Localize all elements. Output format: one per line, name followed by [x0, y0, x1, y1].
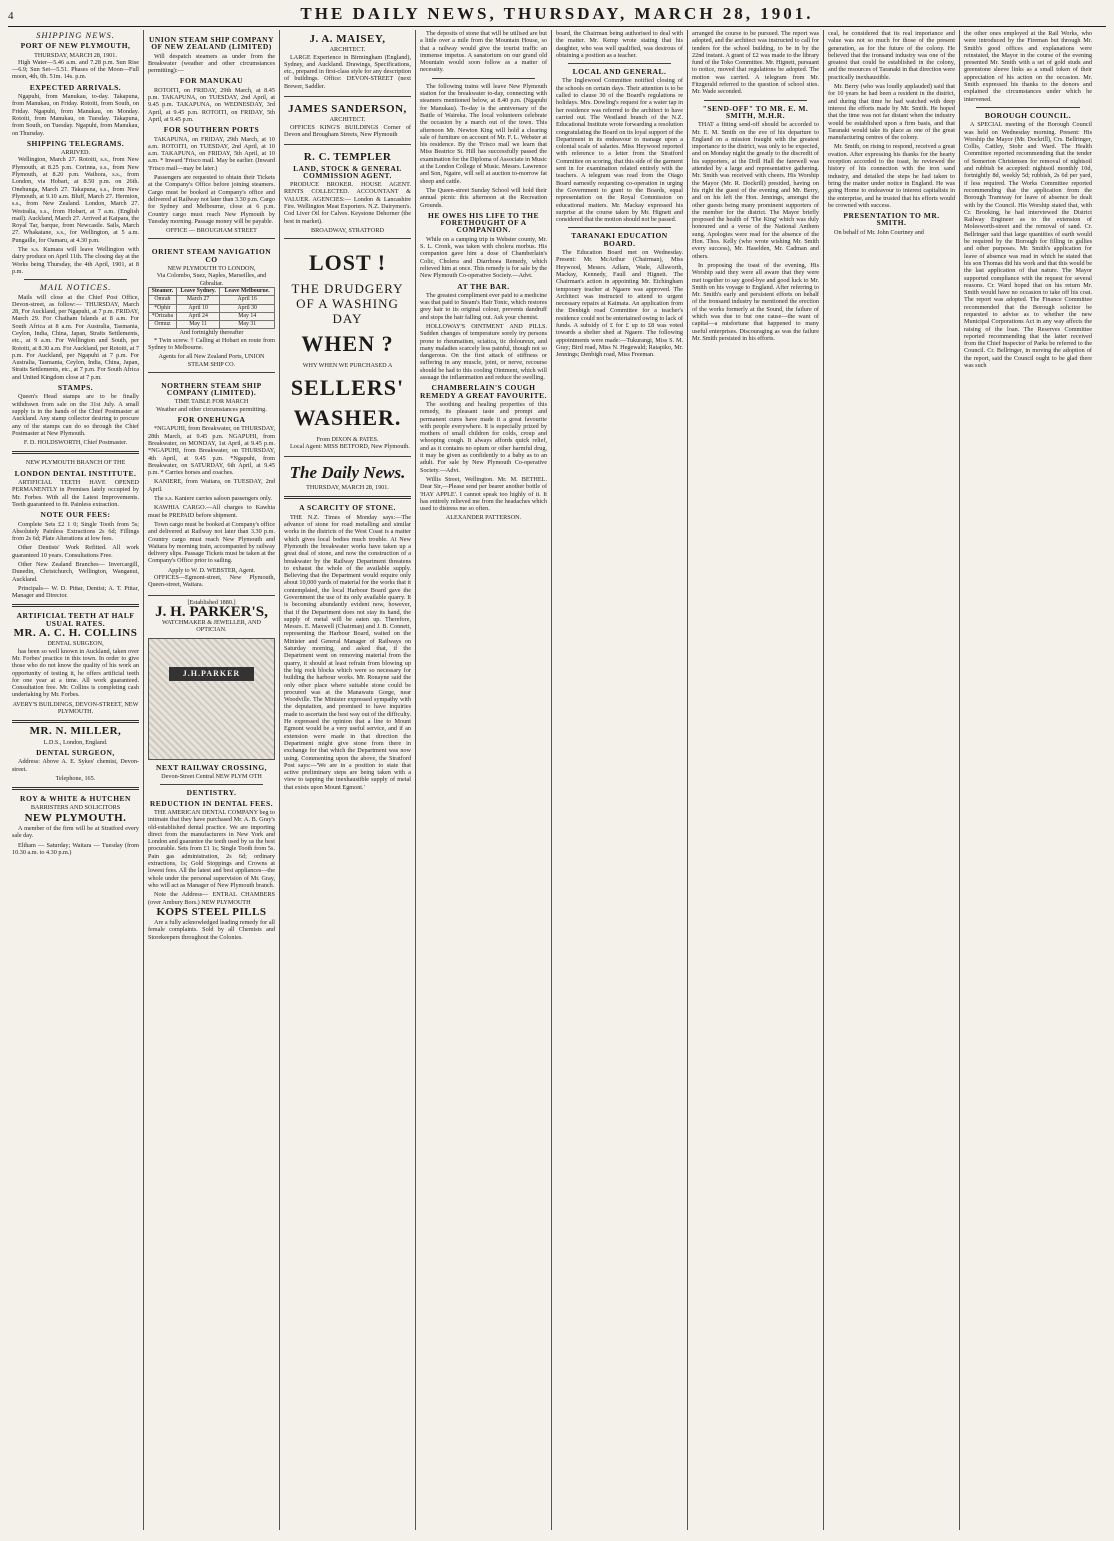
table-cell: May 31 — [220, 321, 275, 329]
intro-text: The deposits of stone that will be utilised are but a little over a mile from the Mountain House, so that a railway would give the tourist traffic an immense impetus. A sanatorium on our grand old Mountain would soon follow as a matter of necessity. — [420, 30, 547, 74]
kawhia-detail: Town cargo must be booked at Company's office and delivered at Railway not later than 3.30 p.m. Country cargo must reach New Plymouth and Waitara by morning train, accompanied by railway delivery slips. Passage Tickets must be taken at the Company's Office prior to sailing. — [148, 520, 275, 565]
column-3 — [280, 30, 416, 1530]
smith-text: Mr. Smith, on rising to respond, received a great ovation. After expressing his thanks for the hearty reception accorded to the toast, he reviewed the history of his connection with the iron sand industry, and detailed the steps he had taken to bring the matter under notice in England. He was going Home to endeavour to interest capitalists in the enterprise, and he trusted that his efforts would be crowned with success. — [828, 143, 955, 209]
orient-route: Via Colombo, Suez, Naples, Marseilles, and Gibraltar. — [156, 272, 267, 287]
scarcity-heading: A SCARCITY OF STONE. — [299, 503, 396, 513]
roy-heading: ROY & WHITE & HUTCHEN — [20, 794, 131, 804]
orient-ad — [148, 242, 275, 372]
entrance-text: Note the Address— ENTRAL CHAMBERS (over Ambury Bors.) NEW PLYMOUTH — [148, 891, 275, 906]
table-cell: *Ophir — [149, 304, 177, 312]
council-text: A SPECIAL meeting of the Borough Council was held on Wednesday morning. Present: His Worship the Mayor (Mr. Dockrill), Crs. Bellringer, Collis, Cattley, Stohr and Ward. The Health Committee reported recommending that the tender of Somerton Christensen for removal of nightsoil and rubbish be accepted: nightsoil monthly 10d, fortnightly 8d, weekly 5d; rubbish, 2s 6d per yard, if less required. The Works Committee reported recommending that the application from the Borough Tramway for leave of absence be dealt with by the Council. His Worship stated that, with Cr. Brooking, he had interviewed the District Railway Engineer as to the extension of Molesworth-street and the removal of sand. Cr. Bellringer said that large quantities of earth would be required by the Borough for filling in gullies and other purposes. Mr. Smith's application for leave of absence was read in which he stated that his son Thomas did his work and that this would be the last application of that nature. The Mayor supported compliance with the request for several reasons. Cr. Ward hoped that on his return Mr. Smith would have no occasion to take off his coat. The report was adopted. The Finance Committee recommended that the Borough solicitor be requested to advise as to whether the new Municipal Corporations Act in any way affects the raising of the loan. The Reserves Committee reported recommending that the latter received from the Chief Inspector of Parks be referred to the Council. Cr. Bellringer, in moving the adoption of the report, said the Council ought to be glad there was such — [964, 121, 1092, 370]
arrived-label: ARRIVED. — [60, 149, 91, 157]
table-cell: Ormuz — [149, 321, 177, 329]
roy-subtitle: BARRISTERS AND SOLICITORS — [30, 804, 121, 812]
dental-title: LONDON DENTAL INSTITUTE. — [14, 468, 137, 478]
sanderson-ad — [284, 100, 411, 145]
kaniere-note: The s.s. Kaniere carries saloon passengers only. — [154, 495, 272, 503]
mail-text: Mails will close at the Chief Post Office, Devon-street, as follow:— THURSDAY, March 28, For Auckland, per Ngapuhi, at 7 p.m. FRIDAY, March 29. For Chatham Islands at 8 a.m. For South Africa at 8 a.m. For Australia, Tasmania, Ceylon, India, China, Japan, Straits Settlements, etc., at 9 a.m. For Wellington and South, per Rotoiti, at 8.30 a.m. For Auckland, per Rotoiti, at 7 p.m. For Auckland, per Ngapuhi at 7 p.m. For Australia, Tasmania, Ceylon, India, China, Japan, Straits Settlements, etc., at 7 p.m. For South Africa and United Kingdom close at 7 p.m. — [12, 293, 139, 381]
templer-address: BROADWAY, STRATFORD — [311, 226, 384, 234]
templer-text: PRODUCE BROKER. HOUSE AGENT. RENTS COLLECTED. ACCOUNTANT & VALUER. AGENCIES:— London & Lancashire Fire. Wellington Meat Exporters. N.Z. Dairymen's. Cod Liver Oil for Calves. Keystone Dehorner (the best in market). — [284, 181, 411, 225]
apply-text: Apply to W. D. WEBSTER, Agent. — [167, 566, 256, 574]
pills-title: KOPS STEEL PILLS — [156, 905, 267, 918]
southern-text: TAKAPUNA, on FRIDAY, 29th March, at 10 a.m. ROTOITI, on TUESDAY, 2nd April, at 10 a.m. TAKAPUNA, on FRIDAY, 5th April, at 10 a.m. * Inward 'Frisco mail. May be earlier. (Inward 'Frisco mail—may be later.) — [148, 135, 275, 172]
news-text: The following trains will leave New Plymouth station for the breakwater to-day, connecting with steamers mentioned below, at 8.40 p.m. (Ngapuhi for Manukau). To-day is the anniversary of the Battle of Waireka. The local volunteers celebrate the occasion by a march out of the town. This afternoon Mr. Newton King will hold a clearing sale of furniture on account of Mr. F. L. Webster at his residence. By the 'Frisco mail we learn that Miss Beatrice St. Hill has successfully passed the examination for the Diploma of Associate in Music at the London College of Music. Messrs. Lawrence and Son, Ngaire, will sell at auction to-morrow fat sheep and cattle. — [420, 82, 547, 185]
cough-heading: CHAMBERLAIN'S COUGH REMEDY A GREAT FAVOURITE. — [420, 383, 547, 400]
table-cell: April 30 — [220, 304, 275, 312]
columns — [8, 30, 1106, 1530]
mayor-text: In proposing the toast of the evening, His Worship said they were all aware that they were met together to say good-bye and good luck to Mr. Smith on his voyage to England. After referring to Mr. Smith's early and persistent efforts on behalf of the ironsand industry he mentioned the erection of the works formerly at the Sound, the failure of which was due to but one cause—the want of capital—a misfortune that happened to many useful enterprises. Discouraging as was the failure Mr. Smith persisted in his efforts. — [692, 261, 819, 342]
local-text: The Inglewood Committee notified closing of the schools on certain days. Their attention is to be called to clause 30 of the Board's regulations re holidays. Mrs. Dowling's request for a water tap in her residence was referred to the architect to have carried out. The Westland branch of the N.Z. Educational Institute wrote forwarding a resolution congratulating the Board on its loyal support of the Department in its endeavour to manage upon a colonial scale of salaries. Miss Heywood reported with reference to a letter from the Stratford Committee on scoring, that this side of the garment sent in for examination related entirely with the teachers. A telegram was read from the Otago Board earnestly requesting co-operation in urging the Government to grant to the Boards, equal representation on the Royal Commission on educational matters. Mr. Mackay expressed his surprise at the course taken by Mr. Hignett and considered that the motion should not be passed. — [556, 77, 683, 224]
miller-telephone: Telephone, 165. — [55, 774, 96, 782]
cough-text: The soothing and healing properties of this remedy, its pleasant taste and prompt and permanent cures have made it a great favourite with people everywhere. It is especially prized by mothers of small children for colds, croup and whooping cough. It always affords quick relief, and as it contains no opium or other harmful drug, it may be given as confidently to a baby as to an adult. For sale by New Plymouth Co-operative Society.—Advt. — [420, 400, 547, 474]
orient-note: And fortnightly thereafter — [179, 329, 244, 337]
table-row — [149, 304, 275, 312]
ussc-text: Will despatch steamers as under from the Breakwater (weather and other circumstances permitting):— — [148, 52, 275, 75]
parker-subtitle: WATCHMAKER & JEWELLER, AND OPTICIAN. — [162, 619, 261, 634]
stamps-heading: STAMPS. — [57, 383, 94, 393]
sanderson-title: ARCHITECT. — [329, 116, 366, 124]
when-word: WHEN ? — [301, 331, 394, 357]
ussc-heading: UNION STEAM SHIP COMPANY OF NEW ZEALAND (LIMITED) — [149, 35, 274, 52]
intro-text: the other ones employed at the Rail Works, who were introduced by the Fireman but through Mr. Smith's good offices and explanations were reinstated, the Mayor in the course of the evening presented Mr. Smith with a set of gold studs and greenstone sleeve links as a small token of their appreciation of his action on the occasion. Mr. Smith expressed his thanks to the donors and explained the circumstances under which he intervened. — [964, 30, 1092, 103]
table-cell: May 11 — [176, 321, 220, 329]
washer-word: WASHER. — [293, 404, 402, 430]
roy-town: NEW PLYMOUTH. — [24, 811, 127, 824]
table-cell: Omrah — [149, 296, 177, 304]
maisey-title: ARCHITECT. — [329, 46, 366, 54]
templer-title: LAND, STOCK & GENERAL COMMISSION AGENT. — [293, 163, 402, 180]
parker-heading: J. H. PARKER'S, — [155, 603, 268, 620]
sendoff-text: THAT a fitting send-off should be accorded to Mr. E. M. Smith on the eve of his departure to England on a mission fraught with the greatest importance to the district, was only to be expected, and on Monday night the greatly to the discredit of his supporters, at the Drill Hall the farewell was attended by a large and representative gathering. Mr. Smith was received with cheers. His Worship the Mayor (Mr. R. Dockrill) presided, having on his right the guest of the evening and Mr. Berry, and on his left the Hon. Jennings, amongst the other guests being many prominent supporters of the member for the district. The Mayor briefly proposed the health of 'The King' which was duly honoured and a verse of the National Anthem sung. Apologies were read for the absence of the Hon. Thos. Kelly (who wrote wishing Mr. Smith every success), Mr. Haselden, Mr. Cadman and others. — [692, 121, 819, 260]
table-row — [149, 296, 275, 304]
collins-text: has been so well known in Auckland, taken over Mr. Forbes' practice in this town. In order to give those who do not know the quality of his work an opportunity of testing it, he offers artificial teeth for one year at a time. All work guaranteed. Consultation free. Mr. Collins is completing cash undertaking by Mr. Forbes. — [12, 647, 139, 699]
northern-heading: NORTHERN STEAM SHIP COMPANY (LIMITED). — [161, 380, 262, 398]
berry-text: Mr. Berry (who was loudly applauded) said that for 10 years he had been a resident in the district, and during that time he had watched with deep interest the efforts made by Mr. Smith. He hoped that the time was not far distant when the industry would be established upon a firm basis, and that Taranaki would take its place as one of the great manufacturing centres of the colony. — [828, 83, 955, 142]
letter-text: Willis Street, Wellington. Mr. M. BETHEL. Dear Sir,—Please send per bearer another bottle of 'HAY APPLE'. I cannot speak too highly of it. It has entirely relieved me from the headaches which used to distress me so often. — [420, 475, 547, 513]
quaker-heading: HE OWES HIS LIFE TO THE FORETHOUGHT OF A COMPANION. — [428, 210, 539, 235]
table-cell: April 10 — [176, 304, 220, 312]
miller-title: DENTAL SURGEON, — [36, 747, 115, 757]
intro-text: board, the Chairman being authorised to deal with the matter. Mr. Kemp wrote stating that his daughter, who was well qualified, was desirous of obtaining a position as a teacher. — [556, 30, 683, 59]
table-cell: April 16 — [220, 296, 275, 304]
collins-subtitle: DENTAL SURGEON, — [47, 640, 104, 648]
drudgery-text: THE DRUDGERY OF A WASHING DAY — [291, 281, 404, 327]
holloway-text: HOLLOWAY'S OINTMENT AND PILLS. Sudden changes of temperature sorely try persons prone to rheumatism, sciatica, tic doloureux, and many maladies scarcely less painful, though not so dangerous. On the first attack of stiffness or suffering in any muscle, joint, or nerve, recourse should be had to this cooling Ointment, which will assuage the inflammation and reduce the swelling. — [420, 322, 547, 382]
page-title: THE DAILY NEWS, THURSDAY, MARCH 28, 1901. — [300, 4, 814, 23]
price-heading: NOTE OUR FEES: — [40, 510, 111, 520]
offices-text: OFFICES—Egmont-street, New Plymouth, Queen-street, Waitara. — [148, 574, 275, 589]
manukau-text: ROTOITI, on FRIDAY, 29th March, at 8.45 p.m. TAKAPUNA, on TUESDAY, 2nd April, at 9.45 p.m. TAKAPUNA, on WEDNESDAY, 3rd April, at 9.45 p.m. ROTOITI, on FRIDAY, 5th April, at 9.45 p.m. — [148, 86, 275, 123]
stamps-text: Queen's Head stamps are to be finally withdrawn from sale on the 31st July. A small supply is in the hands of the Chief Postmaster at Auckland. Any stamp collector desiring to procure any of the stamps can do so through the Chief Postmaster at New Plymouth. — [12, 393, 139, 437]
intro-text: ceal, he considered that its real importance and value was not so much for those of the present generation, as for the future of the colony. He believed that the ironsand industry was one of the greatest that could be established in the colony, and the resources of Taranaki in that direction were practically inexhaustible. — [828, 30, 955, 81]
column-8 — [960, 30, 1096, 1530]
southern-heading: FOR SOUTHERN PORTS — [163, 125, 260, 135]
table-row — [149, 312, 275, 320]
local-agent: Local Agent: MISS BETFORD, New Plymouth. — [290, 442, 410, 450]
maisey-text: LARGE Experience in Birmingham (England), Sydney, and Auckland. Drawings, Specifications, etc., prepared in first-class style for any description of buildings. Office: DEVON-STREET (next Brewer, Saddler. — [284, 53, 411, 90]
column-1 — [8, 30, 144, 1530]
local-heading: LOCAL AND GENERAL. — [572, 67, 667, 77]
american-dental-text: THE AMERICAN DENTAL COMPANY beg to intimate that they have purchased Mr. A. B. Gray's old-established dental practice. We are importing direct from the manufacturers in New York and London and guarantee the teeth used by us the best procurable. Sets from £1 1s; Single Tooth from 5s. Pain gas administration, 2s 6d; ordinary extractions, 1s; Gold Stoppings and Crowns at lowest fees. All the latest and best appliances—the whole under the personal supervision of Mr. Gray, who will act as Manager of New Plymouth branch. — [148, 808, 275, 889]
daily-news-logo: The Daily News. — [289, 463, 406, 483]
kumara-note: The s.s. Kumara will leave Wellington with dairy produce on April 11th. The closing day at the Works being Thursday, the 4th April, 1901, at 8 p.m. — [12, 246, 139, 275]
shipping-heading: SHIPPING NEWS. — [36, 30, 115, 40]
roy-text: A member of the firm will be at Stratford every sale day. — [12, 825, 139, 840]
table-header-row — [149, 287, 275, 295]
sanderson-name: JAMES SANDERSON, — [288, 103, 407, 116]
postmaster-signature: F. D. HOLDSWORTH, Chief Postmaster. — [23, 439, 128, 447]
avery-address: AVERY'S BUILDINGS, DEVON-STREET, NEW PLYMOUTH. — [12, 700, 139, 716]
presentation-heading: PRESENTATION TO MR. SMITH. — [843, 211, 940, 228]
port-date: THURSDAY, MARCH 28, 1901. — [34, 51, 117, 59]
dental-note: Other Dentists' Work Refitted. All work guaranteed 10 years. Consultations Free. — [12, 544, 139, 559]
passenger-text: Passengers are requested to obtain their Tickets at the Company's Office before joining steamers. Cargo must be booked at Company's office and delivered at Railway not later than 3.30 p.m. Cargo for Sydney and Melbourne, close at 6 p.m. Country cargo must reach New Plymouth by Tuesday morning. Passage money will be payable. — [148, 174, 275, 225]
table-row — [149, 321, 275, 329]
telegrams-text: Wellington, March 27. Rotoiti, s.s., from New Plymouth, at 8.25 p.m. Corinna, s.s., from New Plymouth, at 8.20 p.m. Waihora, s.s., from London, via Hobart, at 8.50 p.m. on 26th. Onehunga, March 27. Takapuna, s.s., from New Plymouth, at 9.10 a.m. Bluff, March 27. Hermion, s.s., from New Zealand. London, March 27. Westralia, s.s., from Hobart, at 7 a.m. (English mail). Auckland, March 27. Arrived at Kaipara, the Royal Tar, barque, from Newcastle. Sails, March 27. Whakatane, s.s., for Wellington, at 5 a.m. Pungaille, for Oamaru, at 4.30 p.m. — [12, 156, 139, 244]
templer-name: R. C. TEMPLER — [303, 151, 392, 164]
northern-subtitle: TIME TABLE FOR MARCH — [174, 398, 249, 406]
northern-ad — [148, 376, 275, 596]
sellers-word: SELLERS' — [290, 374, 405, 400]
wesleyan-text: The Queen-street Sunday School will hold their annual picnic this afternoon at the Recreation Grounds. — [420, 186, 547, 209]
agents-text: Agents for all New Zealand Ports, UNION STEAM SHIP CO. — [158, 353, 265, 368]
manukau-heading: FOR MANUKAU — [179, 76, 244, 86]
bar-heading: AT THE BAR. — [457, 281, 510, 291]
maisey-name: J. A. MAISEY, — [309, 33, 386, 45]
sailing-table — [148, 287, 275, 329]
orient-heading: ORIENT STEAM NAVIGATION CO — [151, 247, 272, 264]
onehunga-text: *NGAPUHI, from Breakwater, on THURSDAY, 28th March, at 9.45 p.m. NGAPUHI, from Breakwater, on MONDAY, 1st April, at 9.45 p.m. *NGAPUHI, from Breakwater, on THURSDAY, 4th April, at 9.45 p.m. *Ngapuhi, from Breakwater, on SATURDAY, 6th April, at 9.45 p.m. * Carries horses and coaches. — [148, 425, 275, 477]
quaker-text: While on a camping trip in Webster county, Mr. S. L. Cronk, was taken with cholera morbus. His companion gave him a dose of Chamberlain's Colic, Cholera and Diarrhoea Remedy, which relieved him at once. This remedy is for sale by the New Plymouth Co-operative Society.—Advt. — [420, 235, 547, 280]
lost-word: LOST ! — [308, 250, 387, 276]
templer-ad — [284, 148, 411, 239]
dental-branches: Other New Zealand Branches— Invercargill, Dunedin, Christchurch, Wellington, Wanganui, Auckland. — [12, 561, 139, 583]
table-cell: May 14 — [220, 312, 275, 320]
masthead — [8, 4, 1106, 27]
column-4 — [416, 30, 552, 1530]
railway-heading: NEXT RAILWAY CROSSING, — [155, 762, 268, 772]
telegrams-heading: SHIPPING TELEGRAMS. — [26, 138, 125, 148]
shop-sign: J.H.PARKER — [169, 667, 254, 681]
table-cell: March 27 — [176, 296, 220, 304]
washer-from: From DIXON & PATES. — [316, 435, 379, 443]
orient-subtitle: NEW PLYMOUTH TO LONDON, — [167, 265, 256, 273]
presentation-text: On behalf of Mr. John Courtney and — [834, 228, 924, 236]
issue-date: THURSDAY, MARCH 28, 1901. — [306, 484, 389, 492]
kaniere-text: KANIERE, from Waitara, on TUESDAY, 2nd April. — [148, 478, 275, 493]
column-7 — [824, 30, 960, 1530]
taranaki-text: The Education Board met on Wednesday. Present: Mr. McArthur (Chairman), Miss Heywood, Messrs. Adlam, Wade, Allsworth, Mackay, Kennedy, Faull and Hignett. The Chairman's action in appointing Mr. Etchingham temporary teacher at Ngaere was approved. The Architect was instructed to attend to urgent necessary repairs at Kaimata. An application from the Denbigh road Committee for a teacher's residence could not be entertained owing to lack of funds. A subsidy of £ for £ up to £8 was voted towards a shelter shed at Ngaere. The following appointments were made:—Tukurangi, Miss S. M. Gray; Bird road, Miss N. Hegewald; Ratapiko, Mr. Jennings; Denbigh road, Miss Freeman. — [556, 249, 683, 359]
sendoff-heading: "SEND-OFF" TO MR. E. M. SMITH, M.H.R. — [702, 103, 809, 120]
kawhia-text: KAWHIA CARGO.—All charges to Kawhia must be PREPAID before shipment. — [148, 504, 275, 519]
miller-address: Address: Above A. E. Sykes' chemist, Devon-street. — [12, 758, 139, 773]
table-header-cell: Leave Sydney. — [176, 287, 220, 295]
washer-ad — [284, 242, 411, 457]
arrivals-heading: EXPECTED ARRIVALS. — [29, 82, 122, 92]
shop-illustration — [148, 638, 275, 760]
orient-note-2: * Twin screw. † Calling at Hobart en route from Sydney to Melbourne. — [148, 336, 275, 351]
tides-text: High Water—5.46 a.m. and 7.28 p.m. Sun Rise—6.9; Sun Set—5.51. Phases of the Moon—Full moon, 4th, 0h. 51m. 14s. p.m. — [12, 58, 139, 81]
letter-signature: ALEXANDER PATTERSON. — [445, 514, 522, 522]
maisey-ad — [284, 30, 411, 97]
page-number: 4 — [8, 10, 14, 22]
reduction-heading: REDUCTION IN DENTAL FEES. — [149, 798, 274, 808]
column-2 — [144, 30, 280, 1530]
railway-subtitle: Devon-Street Central NEW PLYM OTH — [161, 773, 262, 781]
collins-name: MR. A. C. H. COLLINS — [13, 627, 138, 640]
ussc-ad — [148, 30, 275, 239]
miller-subtitle: L.D.S., London, England. — [43, 738, 108, 746]
dental-text: ARTIFICIAL TEETH HAVE OPENED PERMANENTLY in Premises lately occupied by Mr. Forbes. With all the Latest Improvements. Teeth guaranteed to fit. Painless extraction. — [12, 479, 139, 508]
onehunga-heading: FOR ONEHUNGA — [177, 415, 246, 425]
price-list: Complete Sets £2 1 0; Single Tooth from 5s; Absolutely Painless Extractions 2s 6d; Fillings from 2s 6d; Plate Alterations at low fees. — [12, 520, 139, 543]
council-heading: BOROUGH COUNCIL. — [984, 110, 1072, 120]
taranaki-heading: TARANAKI EDUCATION BOARD. — [571, 231, 668, 248]
table-cell: April 24 — [176, 312, 220, 320]
why-when-text: WHY WHEN WE PURCHASED A — [302, 362, 393, 370]
sanderson-text: OFFICES KING'S BUILDINGS Corner of Devon and Brougham Streets, New Plymouth — [284, 123, 411, 138]
scarcity-text: THE N.Z. Times of Monday says:—The advance of stone for road metalling and similar works in the districts of the West Coast is a matter which gives local bodies much trouble. At New Plymouth the breakwater works have taken up a great deal of stone, and now the construction of a breakwater by the Railway Department threatens to exhaust the whole of the available supply. Believing that the Department would require only about 10,000 yards of material for the works that it contemplated, the local Harbour Board gave the Government the use of its only available quarry. It is becoming abundantly evident now, however, that if the Department does not stay its hand, the supply of metal will be eaten up. Therefore, Messrs. E. Maxwell (Chairman) and J. B. Connett, representing the Harbour Board, waited on the Minister and General Manager of Railways on Saturday morning, and asked that, if the Department went on removing material from the quarry, it should at least refrain from blowing up the big rock blocks which were so necessary for building the harbour works. Mr. Ronayne said the only other place where suitable stone could be procured was at the Manawatu Gorge, near Woodville. The Minister expressed sympathy with the deputation, and promised to have inquiries made to ascertain the best way out of the difficulty. He expressed the opinion that a line to Mount Egmont would be a very useful service, and if an extension were made in that direction the Department might give stone from there in exchange for that which the Department was now using. Commenting upon the above, the Stratford Post says:—'We are in a position to state that active preliminary steps are being taken with a view to tapping the inexhaustible supply of metal that exists upon Mount Egmont.' — [284, 513, 411, 791]
office-address: OFFICE — BROUGHAM STREET — [166, 227, 257, 235]
collins-heading: ARTIFICIAL TEETH AT HALF USUAL RATES. — [16, 611, 135, 628]
column-5 — [552, 30, 688, 1530]
table-cell: *Orizaba — [149, 312, 177, 320]
table-header-cell: Steamer. — [149, 287, 177, 295]
miller-name: MR. N. MILLER, — [29, 725, 122, 738]
table-body — [149, 296, 275, 329]
arrivals-text: Ngapuhi, from Manukau, to-day. Takapuna, from Manukau, on Friday. Rotoiti, from South, on Friday. Ngapuhi, from Manukau, on Monday. Rotoiti, from Manukau, on Tuesday. Takapuna, from South, on Tuesday. Ngapuhi, from Manukau, on Thursday. — [12, 93, 139, 137]
dentistry-heading: DENTISTRY. — [186, 788, 237, 798]
intro-text: arranged the course to be pursued. The report was adopted, and the architect was instructed to call for tenders for the school building, to be in by the 22nd instant. A grant of £2 was made to the library fund of the Toko Committee. Mr. Hignett, pursuant to notice, moved that regulations be adopted. The motion was carried. A telegram from Mr. Fitzgerald referred to the question of school sites. Mr. Wade seconded. — [692, 30, 819, 96]
northern-conditions: Weather and other circumstances permitting. — [156, 405, 267, 413]
table-header-cell: Leave Melbourne. — [220, 287, 275, 295]
mail-heading: MAIL NOTICES. — [39, 282, 112, 293]
port-heading: PORT OF NEW PLYMOUTH, — [20, 41, 131, 51]
pills-text: Are a fully acknowledged leading remedy for all female complaints. Sold by all Chemists and Storekeepers throughout the Colonies. — [148, 919, 275, 941]
dental-principals: Principals— W. D. Pittar, Dentist; A. T. Pittar, Manager and Director. — [12, 584, 139, 600]
dental-branch: NEW PLYMOUTH BRANCH OF THE — [25, 459, 126, 467]
roy-days: Eltham — Saturday; Waitara — Tuesday (from 10.30 a.m. to 4.30 p.m.) — [12, 841, 139, 856]
bar-text: The greatest compliment ever paid to a medicine was that paid to Steam's Hair Tonic, which restores grey hair to its original colour, prevents dandruff and stops the hair falling out. Ask your chemist. — [420, 291, 547, 321]
column-6 — [688, 30, 824, 1530]
established-text: [Established 1880.] — [187, 598, 236, 606]
